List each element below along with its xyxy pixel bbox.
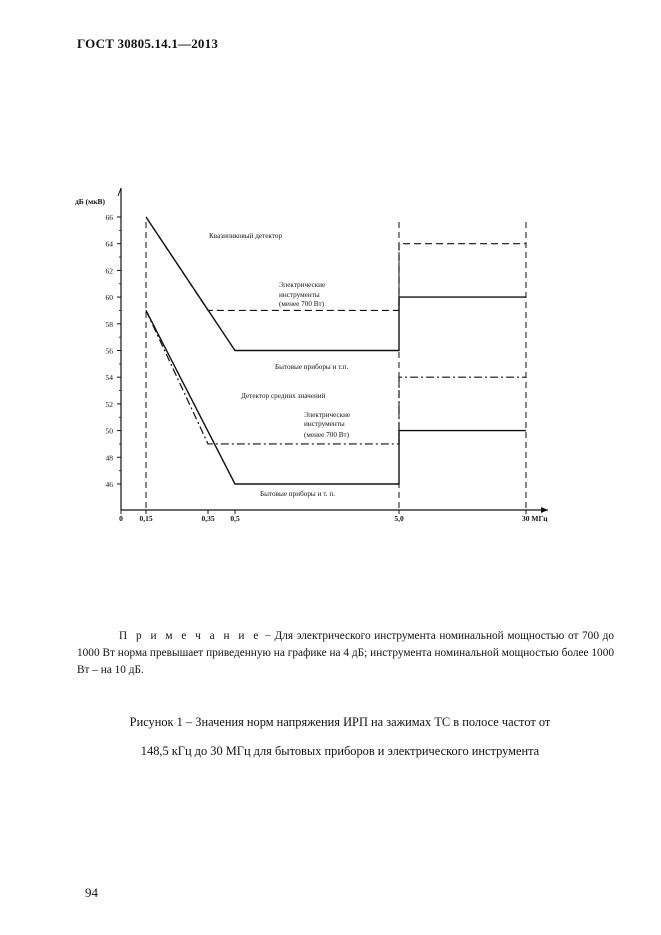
tools-label-line: инструменты [304,420,345,428]
y-tick-label: 50 [105,426,113,436]
x-axis-arrow [541,507,548,513]
tools-label-line: (менее 700 Вт) [304,431,350,439]
series-line-1 [146,217,526,351]
y-tick-label: 52 [105,399,113,409]
tools-label-line: Электрические [279,281,326,289]
series-line-3 [146,310,526,484]
y-tick-label: 54 [105,373,113,383]
y-tick-label: 58 [105,319,113,329]
x-tick-label: 0,15 [139,514,153,523]
x-tick-label: 5,0 [394,514,404,523]
caption-line-2: 148,5 кГц до 30 МГц для бытовых приборов и электрического инструмента [140,744,540,758]
y-axis-label: дБ (мкВ) [75,197,106,206]
chart-series [146,217,526,484]
x-tick-label: 0 [119,514,123,523]
document-header: ГОСТ 30805.14.1—2013 [77,36,219,51]
quasi-peak-detector-label: Квазипиковый детектор [209,232,283,240]
page-number: 94 [85,885,98,900]
y-tick-label: 60 [105,293,113,303]
tools-label-line: инструменты [279,291,320,299]
x-tick-label: 0,35 [201,514,215,523]
chart-labels [209,232,350,498]
note-prefix: П р и м е ч а н и е [119,630,261,642]
y-tick-label: 62 [105,266,113,276]
y-tick-label: 48 [105,453,113,463]
figure-note [77,628,614,679]
tools-label-line: Электрические [304,411,351,419]
average-detector-label: Детектор средних значений [241,392,326,400]
y-tick-label: 66 [105,213,113,222]
x-tick-label: 0,5 [230,514,240,523]
x-tick-label: 30 МГц [522,514,548,523]
figure-caption [60,708,620,766]
caption-line-1: Рисунок 1 – Значения норм напряжения ИРП на зажимах ТС в полосе частот от [129,715,551,729]
household-label: Бытовые приборы и т.п. [275,363,349,371]
note-text: − Для электрического инструмента номинальной мощностью от 700 до 1000 Вт норма превышает приведенную на графике на 4 дБ; инструмента номинальной мощностью более 1000 Вт – на 10 дБ. [77,630,614,676]
tools-label-line: (менее 700 Вт) [279,300,325,308]
y-tick-label: 56 [105,346,113,356]
y-tick-label: 46 [105,480,113,489]
household-label: Бытовые приборы и т. п. [260,490,336,498]
y-tick-label: 64 [105,239,113,249]
